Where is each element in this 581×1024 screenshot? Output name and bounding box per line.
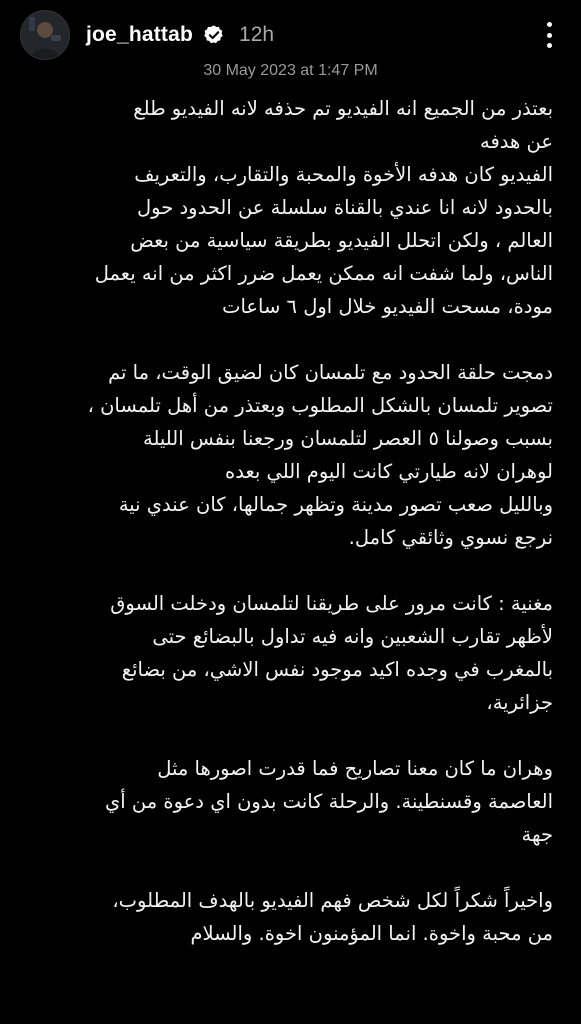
paragraph-gap (40, 323, 553, 356)
caption-line: وبالليل صعب تصور مدينة وتظهر جمالها، كان عندي نية (118, 493, 553, 516)
caption-line: جهة (521, 823, 553, 846)
caption-line: العالم ، ولكن اتحلل الفيديو بطريقة سياسية من بعض (130, 229, 553, 252)
caption-line: لأظهر تقارب الشعبين وانه فيه تداول بالبضائع حتى (152, 625, 553, 648)
post-caption (40, 92, 553, 950)
caption-line: عن هدفه (480, 130, 553, 153)
caption-line: الفيديو كان هدفه الأخوة والمحبة والتقارب، والتعريف (134, 163, 553, 186)
post-time: 12h (239, 23, 275, 46)
caption-line: تصوير تلمسان بالشكل المطلوب وبعتذر من أهل تلمسان ، (87, 394, 553, 417)
avatar[interactable] (20, 10, 70, 60)
caption-line: من محبة واخوة. انما المؤمنون اخوة. والسلام (190, 922, 553, 945)
caption-line: العاصمة وقسنطينة. والرحلة كانت بدون اي دعوة من أي (105, 790, 553, 813)
caption-line: واخيراً شكراً لكل شخص فهم الفيديو بالهدف المطلوب، (112, 889, 553, 912)
paragraph-gap (40, 851, 553, 884)
caption-line: بسبب وصولنا ٥ العصر لتلمسان ورجعنا بنفس الليلة (143, 427, 553, 450)
post-date: 30 May 2023 at 1:47 PM (203, 62, 378, 79)
caption-line: مودة، مسحت الفيديو خلال اول ٦ ساعات (222, 295, 553, 318)
caption-line: لوهران لانه طيارتي كانت اليوم اللي بعده (225, 460, 553, 483)
caption-line: وهران ما كان معنا تصاريح فما قدرت اصورها مثل (157, 757, 553, 780)
more-options-button[interactable] (537, 20, 561, 50)
caption-line: بالحدود لانه انا عندي بالقناة سلسلة عن الحدود حول (136, 196, 553, 219)
caption-line: الناس، ولما شفت انه ممكن يعمل ضرر اكثر من انه يعمل (94, 262, 553, 285)
caption-line: مغنية : كانت مرور على طريقنا لتلمسان ودخلت السوق (110, 592, 553, 615)
more-vertical-icon (547, 22, 552, 27)
avatar-image (21, 11, 69, 59)
more-vertical-icon (547, 43, 552, 48)
paragraph-gap (40, 719, 553, 752)
post-header (20, 10, 561, 60)
caption-line: نرجع نسوي وثائقي كامل. (348, 526, 553, 549)
paragraph-gap (40, 554, 553, 587)
caption-line: دمجت حلقة الحدود مع تلمسان كان لضيق الوقت، ما تم (108, 361, 553, 384)
username[interactable]: joe_hattab (86, 23, 194, 46)
caption-line: بالمغرب في وجده اكيد موجود نفس الاشي، من بضائع (121, 658, 553, 681)
verified-badge-icon (203, 24, 225, 46)
more-vertical-icon (547, 33, 552, 38)
caption-line: بعتذر من الجميع انه الفيديو تم حذفه لانه الفيديو طلع (133, 97, 553, 120)
caption-line: جزائرية، (486, 691, 553, 714)
